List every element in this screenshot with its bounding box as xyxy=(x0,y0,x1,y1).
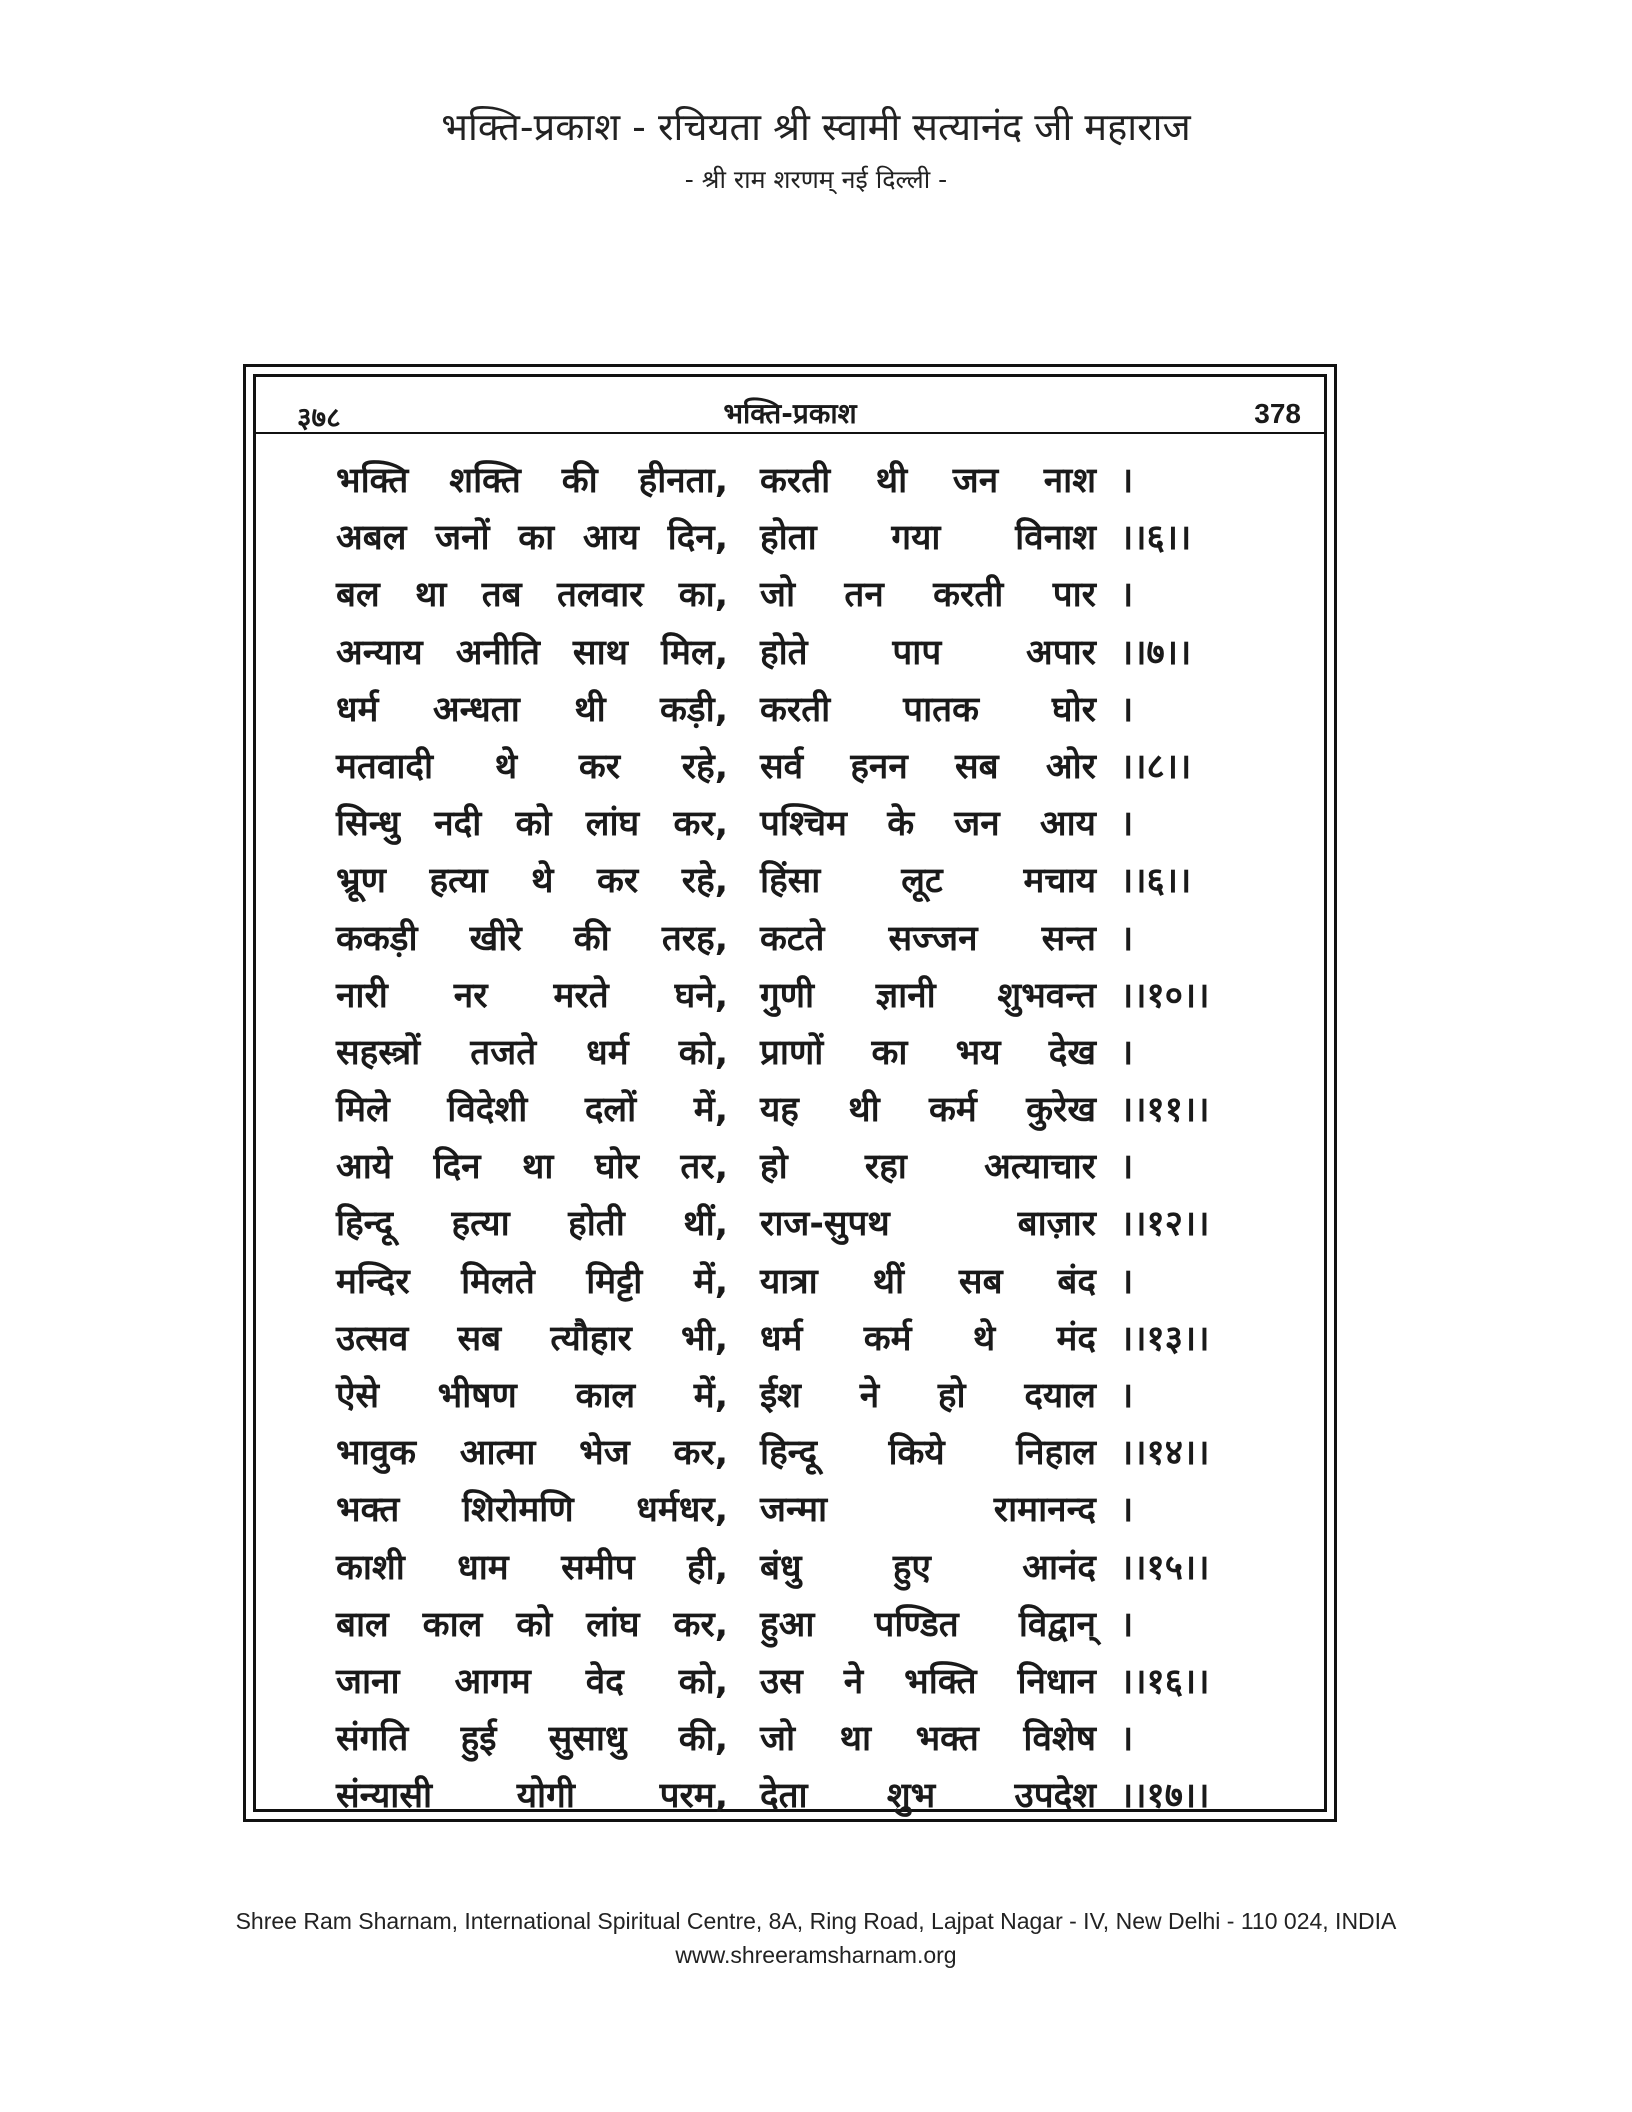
verse-first-half: धर्म अन्धता थी कड़ी, xyxy=(336,689,728,730)
verse-second-half: सर्व हनन सब ओर xyxy=(760,746,1096,787)
verse-end-mark: ।।१५।। xyxy=(1120,1547,1210,1588)
verse-line xyxy=(336,734,1256,791)
verse-end-mark: ।।१०।। xyxy=(1120,975,1210,1016)
verse-end-mark: । xyxy=(1120,1261,1134,1302)
verse-first-half: सिन्धु नदी को लांघ कर, xyxy=(336,804,728,845)
verse-line xyxy=(336,1477,1256,1534)
verse-end-mark: ।।१७।। xyxy=(1120,1776,1210,1817)
verse-second-half: होते पाप अपार xyxy=(760,632,1096,673)
verse-line xyxy=(336,1306,1256,1363)
verse-line xyxy=(336,1134,1256,1191)
verse-end-mark: । xyxy=(1120,461,1134,501)
verse-line xyxy=(336,1077,1256,1134)
verse-line xyxy=(336,620,1256,677)
verse-line xyxy=(336,1649,1256,1706)
verse-end-mark: ।।६।। xyxy=(1120,518,1192,559)
verse-second-half: देता शुभ उपदेश xyxy=(760,1776,1096,1817)
page-number-devanagari: ३७८ xyxy=(297,401,341,434)
verse-second-half: जन्मा रामानन्द xyxy=(760,1490,1096,1531)
verse-first-half: बाल काल को लांघ कर, xyxy=(336,1604,728,1645)
verse-second-half: होता गया विनाश xyxy=(760,518,1096,559)
verse-line xyxy=(336,448,1256,505)
verse-second-half: बंधु हुए आनंद xyxy=(760,1547,1096,1588)
document-subtitle: - श्री राम शरणम् नई दिल्ली - xyxy=(684,165,948,194)
verse-line xyxy=(336,677,1256,734)
page-number: 378 xyxy=(1254,398,1301,429)
verse-end-mark: । xyxy=(1120,1490,1134,1531)
verse-first-half: मतवादी थे कर रहे, xyxy=(336,746,728,787)
verse-second-half: जो था भक्त विशेष xyxy=(760,1719,1096,1760)
verse-end-mark: ।।१३।। xyxy=(1120,1318,1210,1359)
running-title: भक्ति-प्रकाश xyxy=(723,397,857,430)
footer-website[interactable]: www.shreeramsharnam.org xyxy=(675,1942,957,1968)
verse-second-half: हिंसा लूट मचाय xyxy=(760,861,1096,902)
verse-second-half: धर्म कर्म थे मंद xyxy=(760,1318,1096,1359)
verse-first-half: भावुक आत्मा भेज कर, xyxy=(336,1433,728,1474)
verse-line xyxy=(336,1763,1256,1820)
verse-line xyxy=(336,1592,1256,1649)
verse-second-half: करती पातक घोर xyxy=(760,689,1096,730)
verse-first-half: अबल जनों का आय दिन, xyxy=(336,518,728,559)
verse-first-half: अन्याय अनीति साथ मिल, xyxy=(336,632,728,673)
verse-list xyxy=(336,448,1256,1821)
verse-line xyxy=(336,1706,1256,1763)
verse-line xyxy=(336,791,1256,848)
verse-first-half: नारी नर मरते घने, xyxy=(336,975,728,1016)
verse-line xyxy=(336,1420,1256,1477)
verse-second-half: हिन्दू किये निहाल xyxy=(760,1433,1096,1474)
header-rule xyxy=(253,432,1327,434)
verse-end-mark: ।।१२।। xyxy=(1120,1204,1210,1245)
verse-line xyxy=(336,1535,1256,1592)
verse-second-half: जो तन करती पार xyxy=(760,575,1096,616)
verse-second-half: ईश ने हो दयाल xyxy=(760,1376,1096,1416)
verse-first-half: मन्दिर मिलते मिट्टी में, xyxy=(336,1261,728,1302)
verse-first-half: भक्ति शक्ति की हीनता, xyxy=(336,461,728,501)
verse-end-mark: । xyxy=(1120,1719,1134,1760)
verse-second-half: यात्रा थीं सब बंद xyxy=(760,1261,1096,1302)
verse-first-half: संगति हुई सुसाधु की, xyxy=(336,1719,728,1760)
verse-line xyxy=(336,963,1256,1020)
verse-second-half: गुणी ज्ञानी शुभवन्त xyxy=(760,975,1096,1016)
verse-line xyxy=(336,1191,1256,1248)
verse-end-mark: । xyxy=(1120,1147,1134,1188)
verse-first-half: आये दिन था घोर तर, xyxy=(336,1147,728,1188)
verse-end-mark: ।।८।। xyxy=(1120,746,1192,787)
verse-line xyxy=(336,848,1256,905)
verse-second-half: हुआ पण्डित विद्वान् xyxy=(760,1604,1096,1645)
verse-second-half: प्राणों का भय देख xyxy=(760,1032,1096,1073)
verse-line xyxy=(336,562,1256,619)
verse-end-mark: ।।११।। xyxy=(1120,1090,1210,1131)
verse-second-half: कटते सज्जन सन्त xyxy=(760,918,1096,959)
verse-first-half: भ्रूण हत्या थे कर रहे, xyxy=(336,861,728,902)
verse-second-half: उस ने भक्ति निधान xyxy=(760,1661,1096,1702)
verse-end-mark: । xyxy=(1120,1604,1134,1645)
verse-second-half: करती थी जन नाश xyxy=(760,461,1096,501)
verse-second-half: हो रहा अत्याचार xyxy=(760,1147,1096,1188)
verse-end-mark: ।।१६।। xyxy=(1120,1661,1210,1702)
verse-end-mark: । xyxy=(1120,1032,1134,1073)
verse-second-half: राज-सुपथ बाज़ार xyxy=(760,1204,1096,1245)
verse-first-half: बल था तब तलवार का, xyxy=(336,575,728,616)
verse-first-half: मिले विदेशी दलों में, xyxy=(336,1090,728,1131)
verse-first-half: भक्त शिरोमणि धर्मधर, xyxy=(336,1490,728,1531)
verse-end-mark: । xyxy=(1120,1376,1134,1416)
verse-second-half: यह थी कर्म कुरेख xyxy=(760,1090,1096,1131)
verse-first-half: संन्यासी योगी परम, xyxy=(336,1776,728,1817)
verse-end-mark: ।।१४।। xyxy=(1120,1433,1210,1474)
verse-end-mark: ।।७।। xyxy=(1120,632,1192,673)
verse-end-mark: । xyxy=(1120,575,1134,616)
verse-first-half: काशी धाम समीप ही, xyxy=(336,1547,728,1588)
verse-first-half: उत्सव सब त्यौहार भी, xyxy=(336,1318,728,1359)
verse-line xyxy=(336,1363,1256,1420)
verse-first-half: जाना आगम वेद को, xyxy=(336,1661,728,1702)
verse-end-mark: । xyxy=(1120,689,1134,730)
verse-line xyxy=(336,505,1256,562)
verse-first-half: ककड़ी खीरे की तरह, xyxy=(336,918,728,959)
verse-line xyxy=(336,1020,1256,1077)
verse-end-mark: । xyxy=(1120,918,1134,959)
verse-line xyxy=(336,1249,1256,1306)
verse-end-mark: । xyxy=(1120,804,1134,845)
verse-first-half: सहस्त्रों तजते धर्म को, xyxy=(336,1032,728,1073)
verse-first-half: ऐसे भीषण काल में, xyxy=(336,1376,728,1416)
verse-second-half: पश्चिम के जन आय xyxy=(760,804,1096,845)
footer-address: Shree Ram Sharnam, International Spiritual Centre, 8A, Ring Road, Lajpat Nagar - IV, New Delhi - 110 024, INDIA xyxy=(235,1908,1397,1934)
verse-first-half: हिन्दू हत्या होती थीं, xyxy=(336,1204,728,1245)
verse-line xyxy=(336,906,1256,963)
verse-end-mark: ।।६।। xyxy=(1120,861,1192,902)
document-title: भक्ति-प्रकाश - रचियता श्री स्वामी सत्यानंद जी महाराज xyxy=(441,105,1191,149)
